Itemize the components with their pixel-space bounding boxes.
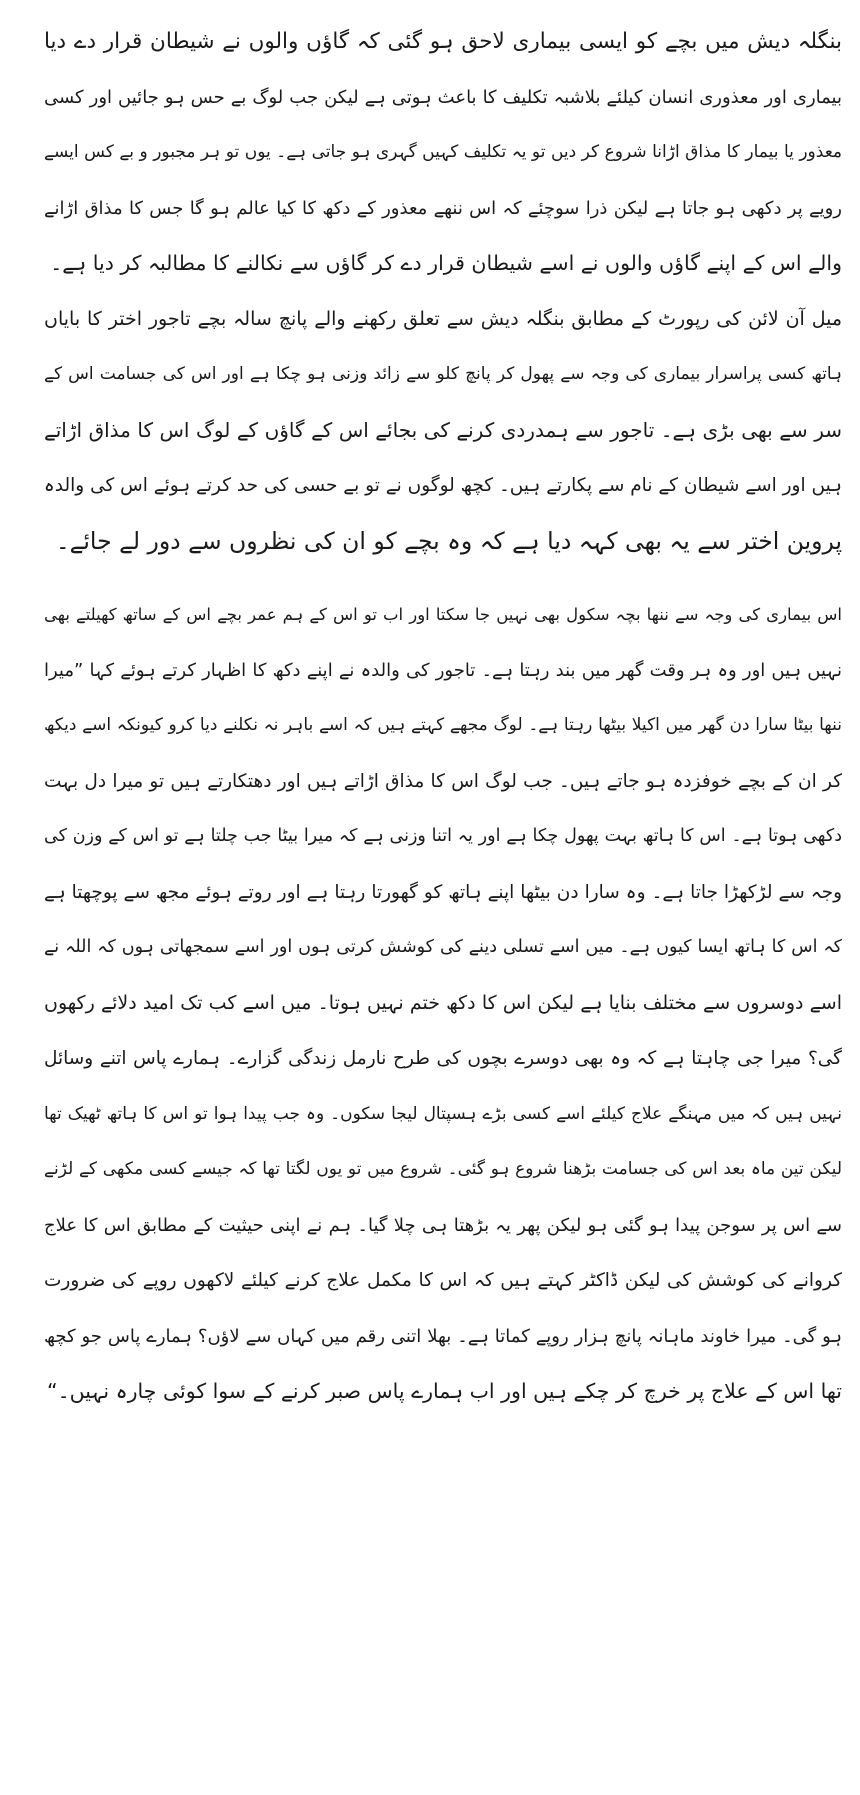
text-line: ہیں اور اسے شیطان کے نام سے پکارتے ہیں۔ کچھ لوگوں نے تو بے حسی کی حد کرتے ہوئے اس کی والدہ (44, 475, 842, 496)
text-line: معذور یا بیمار کا مذاق اڑانا شروع کر دیں تو یہ تکلیف کہیں گہری ہو جاتی ہے۔ یوں تو ہر مجبور و بے کس ایسے (44, 142, 842, 162)
text-line: کہ اس کا ہاتھ ایسا کیوں ہے۔ میں اسے تسلی دینے کی کوشش کرتی ہوں اور اسے سمجھاتی ہوں کہ اللہ نے (44, 937, 842, 957)
text-line: میل آن لائن کی رپورٹ کے مطابق بنگلہ دیش سے تعلق رکھنے والے پانچ سالہ بچے تاجور اختر کا بایاں (44, 307, 842, 330)
paragraph-spacer (44, 569, 842, 587)
text-line: دکھی ہوتا ہے۔ اس کا ہاتھ بہت پھول چکا ہے اور یہ اتنا وزنی ہے کہ میرا بیٹا جب چلتا ہے تو اس کے وزن کی (44, 826, 842, 846)
text-line: اسے دوسروں سے مختلف بنایا ہے لیکن اس کا دکھ ختم نہیں ہوتا۔ میں اسے کب تک امید دلائے رکھوں (44, 991, 842, 1014)
text-line: ننھا بیٹا سارا دن گھر میں اکیلا بیٹھا رہتا ہے۔ لوگ مجھے کہتے ہیں کہ اسے باہر نہ نکلنے دیا کرو کیونکہ اسے دیکھ (44, 715, 842, 735)
text-line: رویے پر دکھی ہو جاتا ہے لیکن ذرا سوچئے کہ اس ننھے معذور کے دکھ کا کیا عالم ہو گا جس کا مذاق اڑانے (44, 197, 842, 219)
text-line: تھا اس کے علاج پر خرچ کر چکے ہیں اور اب ہمارے پاس صبر کرنے کے سوا کوئی چارہ نہیں۔“ (46, 1379, 842, 1403)
text-line: پروین اختر سے یہ بھی کہہ دیا ہے کہ وہ بچے کو ان کی نظروں سے دور لے جائے۔ (55, 526, 842, 555)
text-line: کر ان کے بچے خوفزدہ ہو جاتے ہیں۔ جب لوگ اس کا مذاق اڑاتے ہیں اور دھتکارتے ہیں تو میرا دل بہت (44, 770, 842, 792)
paragraph-3 (44, 587, 842, 1420)
paragraph-1 (44, 70, 842, 292)
paragraph-2 (44, 292, 842, 570)
text-line: بیماری اور معذوری انسان کیلئے بلاشبہ تکلیف کا باعث ہوتی ہے لیکن جب لوگ بے حس ہو جائیں اور کسی (44, 86, 842, 108)
text-line: والے اس کے اپنے گاؤں والوں نے اسے شیطان قرار دے کر گاؤں سے نکالنے کا مطالبہ کر دیا ہے۔ (50, 251, 842, 275)
text-line: لیکن تین ماہ بعد اس کی جسامت بڑھنا شروع ہو گئی۔ شروع میں تو یوں لگتا تھا کہ جیسے کسی مکھی کے لڑنے (44, 1159, 842, 1179)
article-title: بنگلہ دیش میں بچے کو ایسی بیماری لاحق ہو گئی کہ گاؤں والوں نے شیطان قرار دے دیا (44, 29, 842, 54)
text-line: اس بیماری کی وجہ سے ننھا بچہ سکول بھی نہیں جا سکتا اور اب تو اس کے ہم عمر بچے اس کے ساتھ کھیلتے بھی (44, 605, 842, 624)
text-line: نہیں ہیں کہ میں مہنگے علاج کیلئے اسے کسی بڑے ہسپتال لیجا سکوں۔ وہ جب پیدا ہوا تو اس کا ہاتھ ٹھیک تھا (44, 1103, 842, 1124)
text-line: ہو گی۔ میرا خاوند ماہانہ پانچ ہزار روپے کماتا ہے۔ بھلا اتنی رقم میں کہاں سے لاؤں؟ ہمارے پاس جو کچھ (44, 1325, 842, 1347)
text-line: وجہ سے لڑکھڑا جاتا ہے۔ وہ سارا دن بیٹھا اپنے ہاتھ کو گھورتا رہتا ہے اور روتے ہوئے مجھ سے پوچھتا ہے (44, 881, 842, 903)
text-line: گی؟ میرا جی چاہتا ہے کہ وہ بھی دوسرے بچوں کی طرح نارمل زندگی گزارے۔ ہمارے پاس اتنے وسائل (44, 1048, 842, 1069)
text-line: کروانے کی کوشش کی لیکن ڈاکٹر کہتے ہیں کہ اس کا مکمل علاج کرنے کیلئے لاکھوں روپے کی ضرورت (44, 1270, 842, 1291)
text-line: سے اس پر سوجن پیدا ہو گئی ہو لیکن پھر یہ بڑھتا ہی چلا گیا۔ ہم نے اپنی حیثیت کے مطابق اس کا علاج (44, 1214, 842, 1236)
text-line: نہیں ہیں اور وہ ہر وقت گھر میں بند رہتا ہے۔ تاجور کی والدہ نے اپنے دکھ کا اظہار کرتے ہوئے کہا ”میرا (44, 659, 842, 681)
text-line: ہاتھ کسی پراسرار بیماری کی وجہ سے پھول کر پانچ کلو سے زائد وزنی ہو چکا ہے اور اس کی جسامت اس کے (44, 364, 842, 384)
text-line: سر سے بھی بڑی ہے۔ تاجور سے ہمدردی کرنے کی بجائے اس کے گاؤں کے لوگ اس کا مذاق اڑاتے (44, 417, 842, 442)
